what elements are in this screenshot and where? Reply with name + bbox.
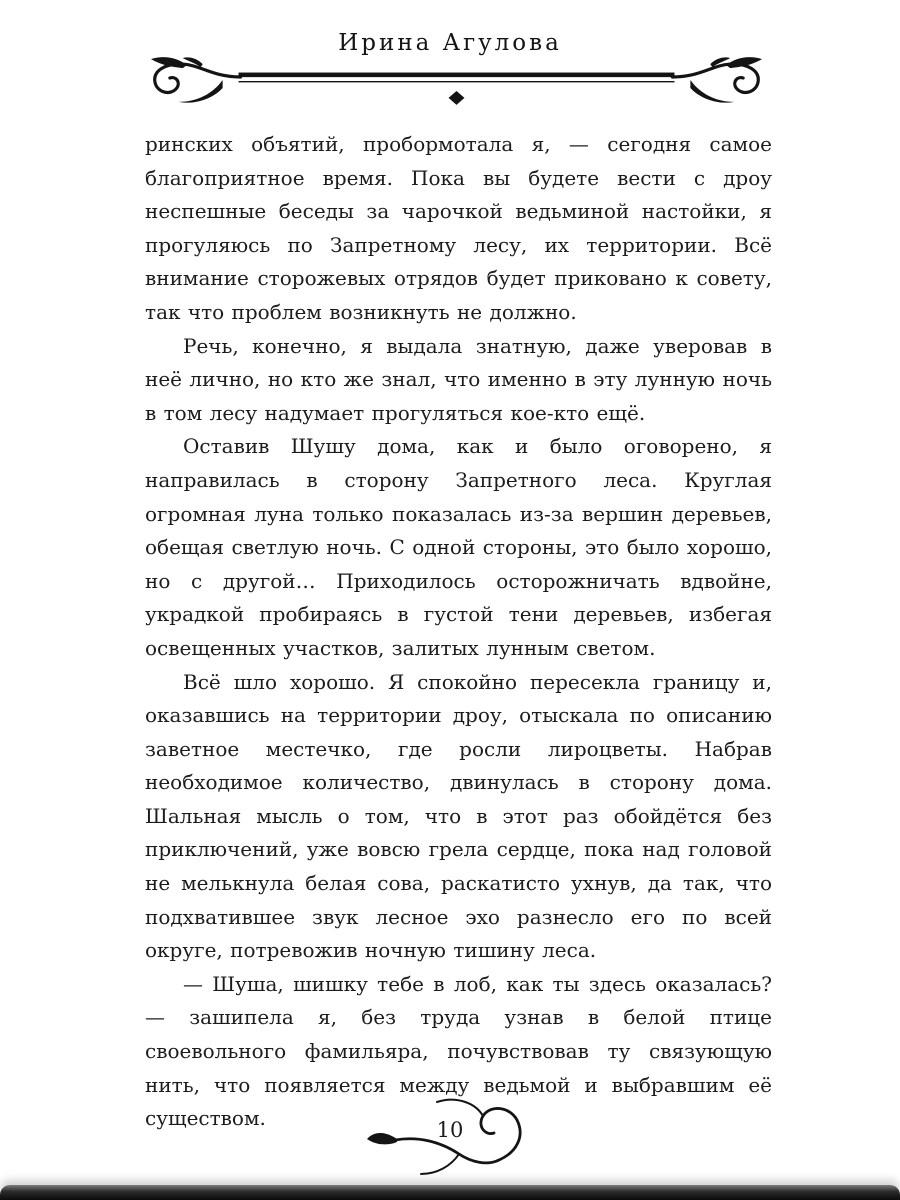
page-number: 10 [436, 1118, 464, 1142]
page-body [145, 128, 772, 1136]
page-footer [365, 1092, 535, 1180]
paragraph: Речь, конечно, я выдала знатную, даже уверовав в неё лично, но кто же знал, что именно в эту лунную ночь в том лесу надумает прогуляться кое-кто ещё. [145, 333, 772, 425]
paragraph-continuation: ринских объятий, пробормотала я, — сегодня самое благоприятное время. Пока вы будете вести с дроу неспешные беседы за чарочкой ведьминой настойки, я прогуляюсь по Запретному лесу, их территории. Всё внимание сторожевых отрядов будет приковано к совету, так что проблем возникнуть не должно. [145, 132, 772, 324]
paragraph: Оставив Шушу дома, как и было оговорено, я направилась в сторону Запретного леса. Круглая огромная луна только показалась из-за вершин деревьев, обещая светлую ночь. С одной стороны, это было хорошо, но с другой… Приходилось осторожничать вдвойне, украдкой пробираясь в густой тени деревьев, избегая освещенных участков, залитых лунным светом. [145, 434, 772, 660]
paragraph: — Шуша, шишку тебе в лоб, как ты здесь оказалась? — зашипела я, без труда узнав в белой птице своевольного фамильяра, почувствовав ту связующую нить, что появляется между ведьмой и выбравшим её существом. [145, 971, 772, 1131]
running-header-author: Ирина Агулова [338, 30, 562, 56]
header-flourish-icon [143, 56, 770, 108]
paragraph: Всё шло хорошо. Я спокойно пересекла границу и, оказавшись на территории дроу, отыскала по описанию заветное местечко, где росли лироцветы. Набрав необходимое количество, двинулась в сторону дома. Шальная мысль о том, что в этот раз обойдётся без приключений, уже вовсю грела сердце, пока над головой не мелькнула белая сова, раскатисто ухнув, да так, что подхватившее звук лесное эхо разнесло его по всей округе, потревожив ночную тишину леса. [145, 669, 772, 963]
scan-edge-shadow [0, 1185, 900, 1200]
